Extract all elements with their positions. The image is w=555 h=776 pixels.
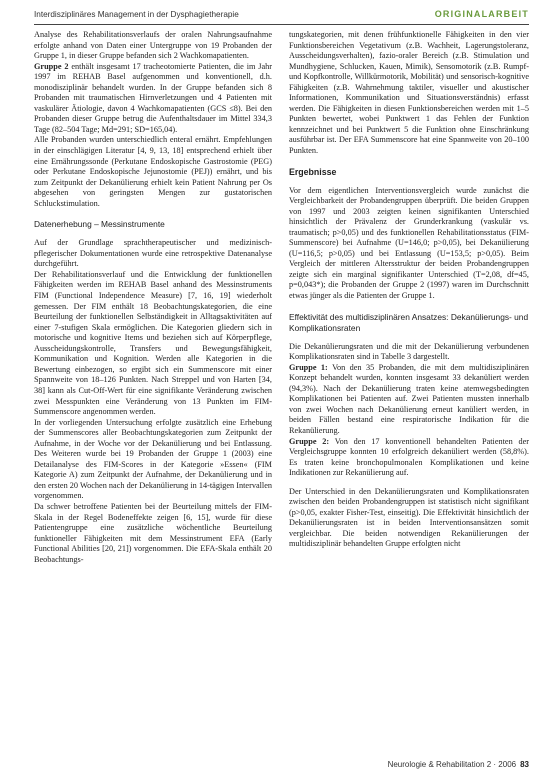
paragraph: Auf der Grundlage sprachtherapeutischer und medizinisch-pflegerischer Dokumentationen wurde eine retrospektive Datenanalyse durchgeführt. bbox=[34, 238, 272, 269]
page-number: 83 bbox=[520, 760, 529, 769]
running-title: Interdisziplinäres Management in der Dysphagietherapie bbox=[34, 10, 239, 19]
paragraph: Der Rehabilitationsverlauf und die Entwicklung der funktionellen Fähigkeiten werden im REHAB Basel anhand des Messinstruments FIM (Functional Independence Measure) [7, 16, 19] wiederholt gemessen. Der FIM enthält 18 Beobachtungskategorien, die eine Beurteilung der funktionellen Selbständigkeit in Alltagsaktivitäten auf einer 7-stufigen Skala ermöglichen. Die Kategorien gliedern sich in motorische und kognitive Items und beziehen sich auf Körperpflege, Ausscheidungskontrolle, Transfers und Bewegungsfähigkeit, Kommunikation und Kognition. Werden alle Kategorien in die Bewertung einbezogen, so ergibt sich ein Summenscore mit einer Spannweite von 18–126 Punkten. Nach Streppel und von Harten [34, 38] kann als Cut-Off-Wert für eine signifikante Veränderung zwischen zwei Messpunkten eine Veränderung von 13 Punkten im FIM-Summenscore angenommen werden. bbox=[34, 269, 272, 417]
section-heading-results: Ergebnisse bbox=[289, 166, 337, 177]
journal-name: Neurologie & Rehabilitation 2 · 2006 bbox=[387, 760, 517, 769]
paragraph-group-1 bbox=[289, 363, 529, 437]
left-column bbox=[34, 30, 272, 762]
section-label: ORIGINALARBEIT bbox=[434, 9, 529, 19]
paragraph: Da schwer betroffene Patienten bei der Beurteilung mittels der FIM-Skala in der Regel Bodeneffekte zeigen [6, 15], wurde für diese Patientengruppe eine zusätzliche wöchentliche Beurteilung funktioneller Fähigkeiten mit dem Messinstrument EFA (Early Functional Abilities [20, 21]) vorgenommen. Die EFA-Skala enthält 20 Beobachtungs- bbox=[34, 501, 272, 564]
group-2-text: enthält insgesamt 17 tracheotomierte Patienten, die im Jahr 1997 im REHAB Basel aufgenommen und konventionell, d.h. monodisziplinär behandelt wurden. In der Gruppe befanden sich 8 Probanden mit traumatischen Hirnverletzungen und 4 Patienten mit vaskulärer Ätiologie, davon 4 Wachkomapatienten (GCS ≤8). Bei den Probanden dieser Gruppe betrug die Aufenthaltsdauer im Mittel 334,3 Tage (82–504 Tage; Md=291; SD=165,04). bbox=[34, 61, 272, 134]
page-footer bbox=[388, 760, 529, 769]
right-column bbox=[289, 30, 529, 760]
running-header bbox=[34, 8, 529, 25]
paragraph: Der Unterschied in den Dekanülierungsraten und Komplikationsraten zwischen den beiden Probandengruppen ist statistisch nicht signifikant (p>0,05, exakter Fisher-Test, einseitig). Die Effektivität hinsichtlich der Dekanülierungsraten ist in beiden Interventionsansätzen somit vergleichbar. Die beiden notwendigen Rekanülierungen der multidisziplinär behandelten Gruppe erfolgten nicht bbox=[289, 486, 529, 549]
paragraph: Alle Probanden wurden unterschiedlich enteral ernährt. Empfehlungen in der einschlägigen Literatur [4, 9, 13, 18] entsprechend erhielt über eine Ernährungssonde (Perkutane Endoskopische Gastrostomie (PEG) oder Perkutane Endoskopische Jejunostomie (PEJ)) ernährt, und bis zum Zeitpunkt der Dekanülierung erhielt kein Patient Nahrung per Os abgesehen von geringsten Mengen zur gustatorischen Schluckstimulation. bbox=[34, 135, 272, 208]
section-heading-data-collection: Datenerhebung – Messinstrumente bbox=[34, 219, 165, 230]
paragraph: In der vorliegenden Untersuchung erfolgte zusätzlich eine Erhebung der Summenscores aller Beobachtungskategorien zum Zeitpunkt der Aufnahme, in der Woche vor der Dekanülierung und bei Entlassung. Des Weiteren wurde bei 19 Probanden der Gruppe 1 (2003) eine Detailanalyse des FIM-Scores in der Kategorie »Essen« (FIM Kategorie A) zum Zeitpunkt der Aufnahme, der Dekanülierung und in den ersten 20 Wochen nach der Dekanülierung in 14-tägigen Intervallen vorgenommen. bbox=[34, 417, 272, 501]
paragraph: Analyse des Rehabilitationsverlaufs der oralen Nahrungsaufnahme erfolgte anhand von Daten einer Untergruppe von 19 Probanden der Gruppe 1, in dieser Gruppe befanden sich 2 Wachkomapatienten. bbox=[34, 30, 272, 61]
group-2-result-text: Von den 17 konventionell behandelten Patienten der Vergleichsgruppe konnten 10 erfolgreich dekanüliert werden (58,8%). Es traten keine bronchopulmonalen Komplikationen und keine Indikationen zur Rekanülierung auf. bbox=[289, 436, 529, 478]
section-heading-effectiveness: Effektivität des multidisziplinären Ansatzes: Dekanülierungs- und Komplikationsraten bbox=[289, 311, 529, 333]
group-1-lead: Gruppe 1: bbox=[289, 362, 328, 372]
group-1-text: Von den 35 Probanden, die mit dem multidisziplinären Konzept behandelt wurden, konnten insgesamt 33 dekanüliert werden (94,3%). Nach der Dekanülierung traten keine atemwegsbedingten Komplikationen bei Patienten auf. Zwei Patienten mussten innerhalb von zwei Wochen nach Dekanülierung erneut kanüliert werden, in beiden Fällen bestand eine respiratorische Indikation für die Rekanülierung. bbox=[289, 362, 529, 435]
paragraph-group-2 bbox=[34, 62, 272, 136]
paragraph-group-2-result bbox=[289, 437, 529, 479]
paragraph: Die Dekanülierungsraten und die mit der Dekanülierung verbundenen Komplikationsraten sind in Tabelle 3 dargestellt. bbox=[289, 341, 529, 362]
group-2-lead: Gruppe 2 bbox=[34, 61, 69, 71]
paragraph: tungskategorien, mit denen frühfunktionelle Fähigkeiten in den vier Funktionsbereichen Vegetativum (z.B. Wachheit, Lagerungstoleranz, Ausscheidungsverhalten), fazio-oraler Bereich (z.B. Stimulation und Mundhygiene, Schlucken, Kauen, Mimik), Sensomotorik (z.B. Rumpf- und Kopfkontrolle, Willkürmotorik, Mobilität) und sensorisch-kognitive Fähigkeiten (z.B. Wahrnehmung taktiler, visueller und akustischer Informationen, Kommunikation und Situationsverständnis) erfasst werden. Die Fähigkeiten in diesen Funktionsbereichen werden mit 1–5 Punkten bewertet, wobei Punktwert 1 das Fehlen der Funktion kennzeichnet und bei Punktwert 5 die Funktion ohne Einschränkung ausführbar ist. Der EFA Summenscore hat eine Spannweite von 20–100 Punkten. bbox=[289, 30, 529, 156]
paragraph: Vor dem eigentlichen Interventionsvergleich wurde zunächst die Vergleichbarkeit der Probandengruppen überprüft. Die beiden Gruppen von 1997 und 2003 zeigten keinen signifikanten Unterschied hinsichtlich der Prävalenz der Grunderkrankung (vaskulär vs. traumatisch; p>0,05) und des funktionellen Rehabilitationsstatus (FIM-Summenscore) bei Aufnahme (U=146,0; p>0,05), bei Dekanülierung (U=116,5; p>0,05) und bei Entlassung (U=153,5; p>0,05). Beim Vergleich der mittleren Altersstruktur der beiden Probandengruppen zeigte sich ein marginal signifikanter Unterschied (T=2,08, df=45, p=0,043*); die Probanden der Gruppe 2 (1997) waren im Durchschnitt etwas jünger als die Patienten der Gruppe 1. bbox=[289, 185, 529, 301]
group-2-result-lead: Gruppe 2: bbox=[289, 436, 330, 446]
